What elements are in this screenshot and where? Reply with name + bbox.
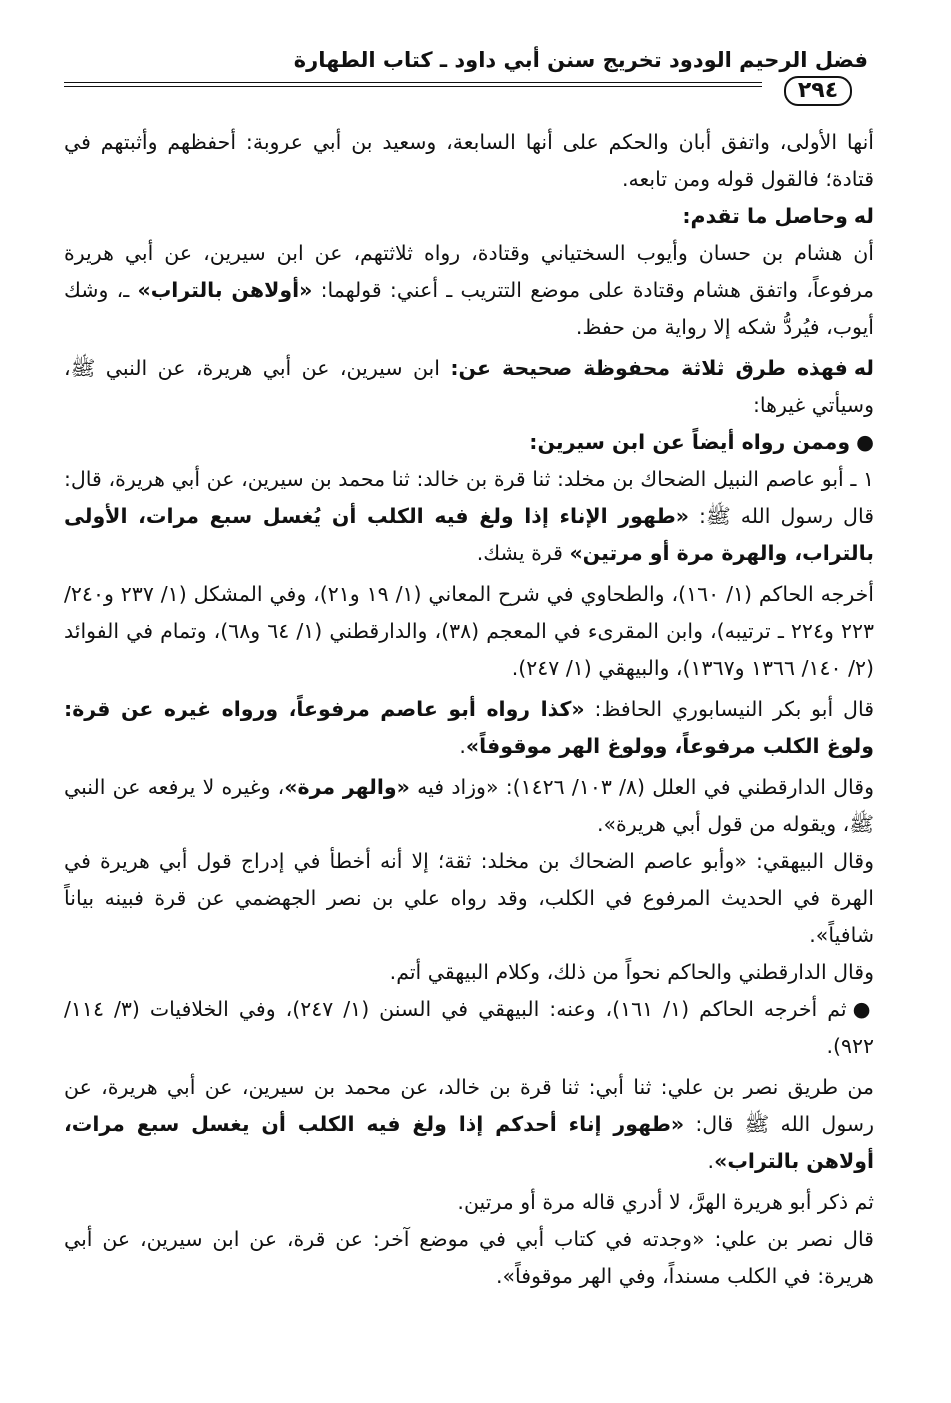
bullet-marker: ● — [852, 997, 874, 1021]
paragraph: ثم ذكر أبو هريرة الهرَّ، لا أدري قاله مرة أو مرتين. — [457, 1190, 874, 1214]
paragraph: من طريق نصر بن علي: ثنا أبي: ثنا قرة بن خالد، عن محمد بن سيرين، عن أبي هريرة، عن رسول الله ﷺ قال: «طهور إناء أحدكم إذا ولغ فيه الكلب أن يغسل سبع مرات، أولاهن بالتراب». — [64, 1075, 874, 1173]
paragraph-marker: ﻟﻪ — [853, 356, 874, 380]
header-rule — [64, 82, 874, 83]
page-number: ٢٩٤ — [784, 76, 852, 106]
paragraph-marker: ﻟﻪ — [853, 204, 874, 228]
paragraph: أنها الأولى، واتفق أبان والحكم على أنها السابعة، وسعيد بن أبي عروبة: أحفظهم وأثبتهم في قتادة؛ فالقول قوله ومن تابعه. — [64, 130, 874, 191]
header-rule-double — [64, 86, 874, 87]
paragraph: وقال الدارقطني في العلل (٨/ ١٠٣/ ١٤٢٦): «وزاد فيه «والهر مرة»، وغيره لا يرفعه عن النبي ﷺ، ويقوله من قول أبي هريرة». — [64, 775, 874, 836]
main-text — [64, 124, 874, 1295]
paragraph: وقال الدارقطني والحاكم نحواً من ذلك، وكلام البيهقي أتم. — [389, 960, 874, 984]
paragraph: قال نصر بن علي: «وجدته في كتاب أبي في موضع آخر: عن قرة، عن ابن سيرين، عن أبي هريرة: في الكلب مسنداً، وفي الهر موقوفاً». — [64, 1227, 874, 1288]
paragraph: ●ثم أخرجه الحاكم (١/ ١٦١)، وعنه: البيهقي في السنن (١/ ٢٤٧)، وفي الخلافيات (٣/ ١١٤/ ٩٢٢). — [64, 997, 874, 1058]
running-title: فضل الرحيم الودود تخريج سنن أبي داود ـ كتاب الطهارة — [293, 48, 868, 72]
paragraph: قال أبو بكر النيسابوري الحافظ: «كذا رواه أبو عاصم مرفوعاً، ورواه غيره عن قرة: ولوغ الكلب مرفوعاً، وولوغ الهر موقوفاً». — [64, 697, 874, 758]
paragraph: ﻟﻪوحاصل ما تقدم: — [682, 204, 874, 228]
paragraph: أخرجه الحاكم (١/ ١٦٠)، والطحاوي في شرح المعاني (١/ ١٩ و٢١)، وفي المشكل (١/ ٢٣٧ و٢٤٠/ ٢٢٣ و٢٢٤ ـ ترتيبه)، وابن المقرىء في المعجم (٣٨)، والدارقطني (١/ ٦٤ و٦٨)، وتمام في الفوائد (٢/ ١٤٠/ ١٣٦٦ و١٣٦٧)، والبيهقي (١/ ٢٤٧). — [64, 582, 874, 680]
page-number-box — [762, 74, 874, 108]
paragraph: ●وممن رواه أيضاً عن ابن سيرين: — [529, 430, 874, 454]
paragraph: أن هشام بن حسان وأيوب السختياني وقتادة، رواه ثلاثتهم، عن ابن سيرين، عن أبي هريرة مرفوعاً، واتفق هشام وقتادة على موضع التتريب ـ أعني: قولهما: «أولاهن بالتراب» ـ، وشك أيوب، فيُردُّ شكه إلا رواية من حفظ. — [64, 241, 874, 339]
page — [64, 40, 874, 1380]
paragraph: وقال البيهقي: «وأبو عاصم الضحاك بن مخلد: ثقة؛ إلا أنه أخطأ في إدراج قول أبي هريرة في الهرة في الحديث المرفوع في الكلب، وقد رواه علي بن نصر الجهضمي عن قرة فبينه بياناً شافياً». — [64, 849, 874, 947]
paragraph: ١ ـ أبو عاصم النبيل الضحاك بن مخلد: ثنا قرة بن خالد: ثنا محمد بن سيرين، عن أبي هريرة، قال: قال رسول الله ﷺ: «طهور الإناء إذا ولغ فيه الكلب أن يُغسل سبع مرات، الأولى بالتراب، والهرة مرة أو مرتين» قرة يشك. — [64, 467, 874, 565]
bullet-marker: ● — [856, 430, 874, 454]
paragraph: ﻟﻪفهذه طرق ثلاثة محفوظة صحيحة عن: ابن سيرين، عن أبي هريرة، عن النبي ﷺ، وسيأتي غيرها: — [64, 356, 874, 417]
page-header — [64, 40, 874, 124]
